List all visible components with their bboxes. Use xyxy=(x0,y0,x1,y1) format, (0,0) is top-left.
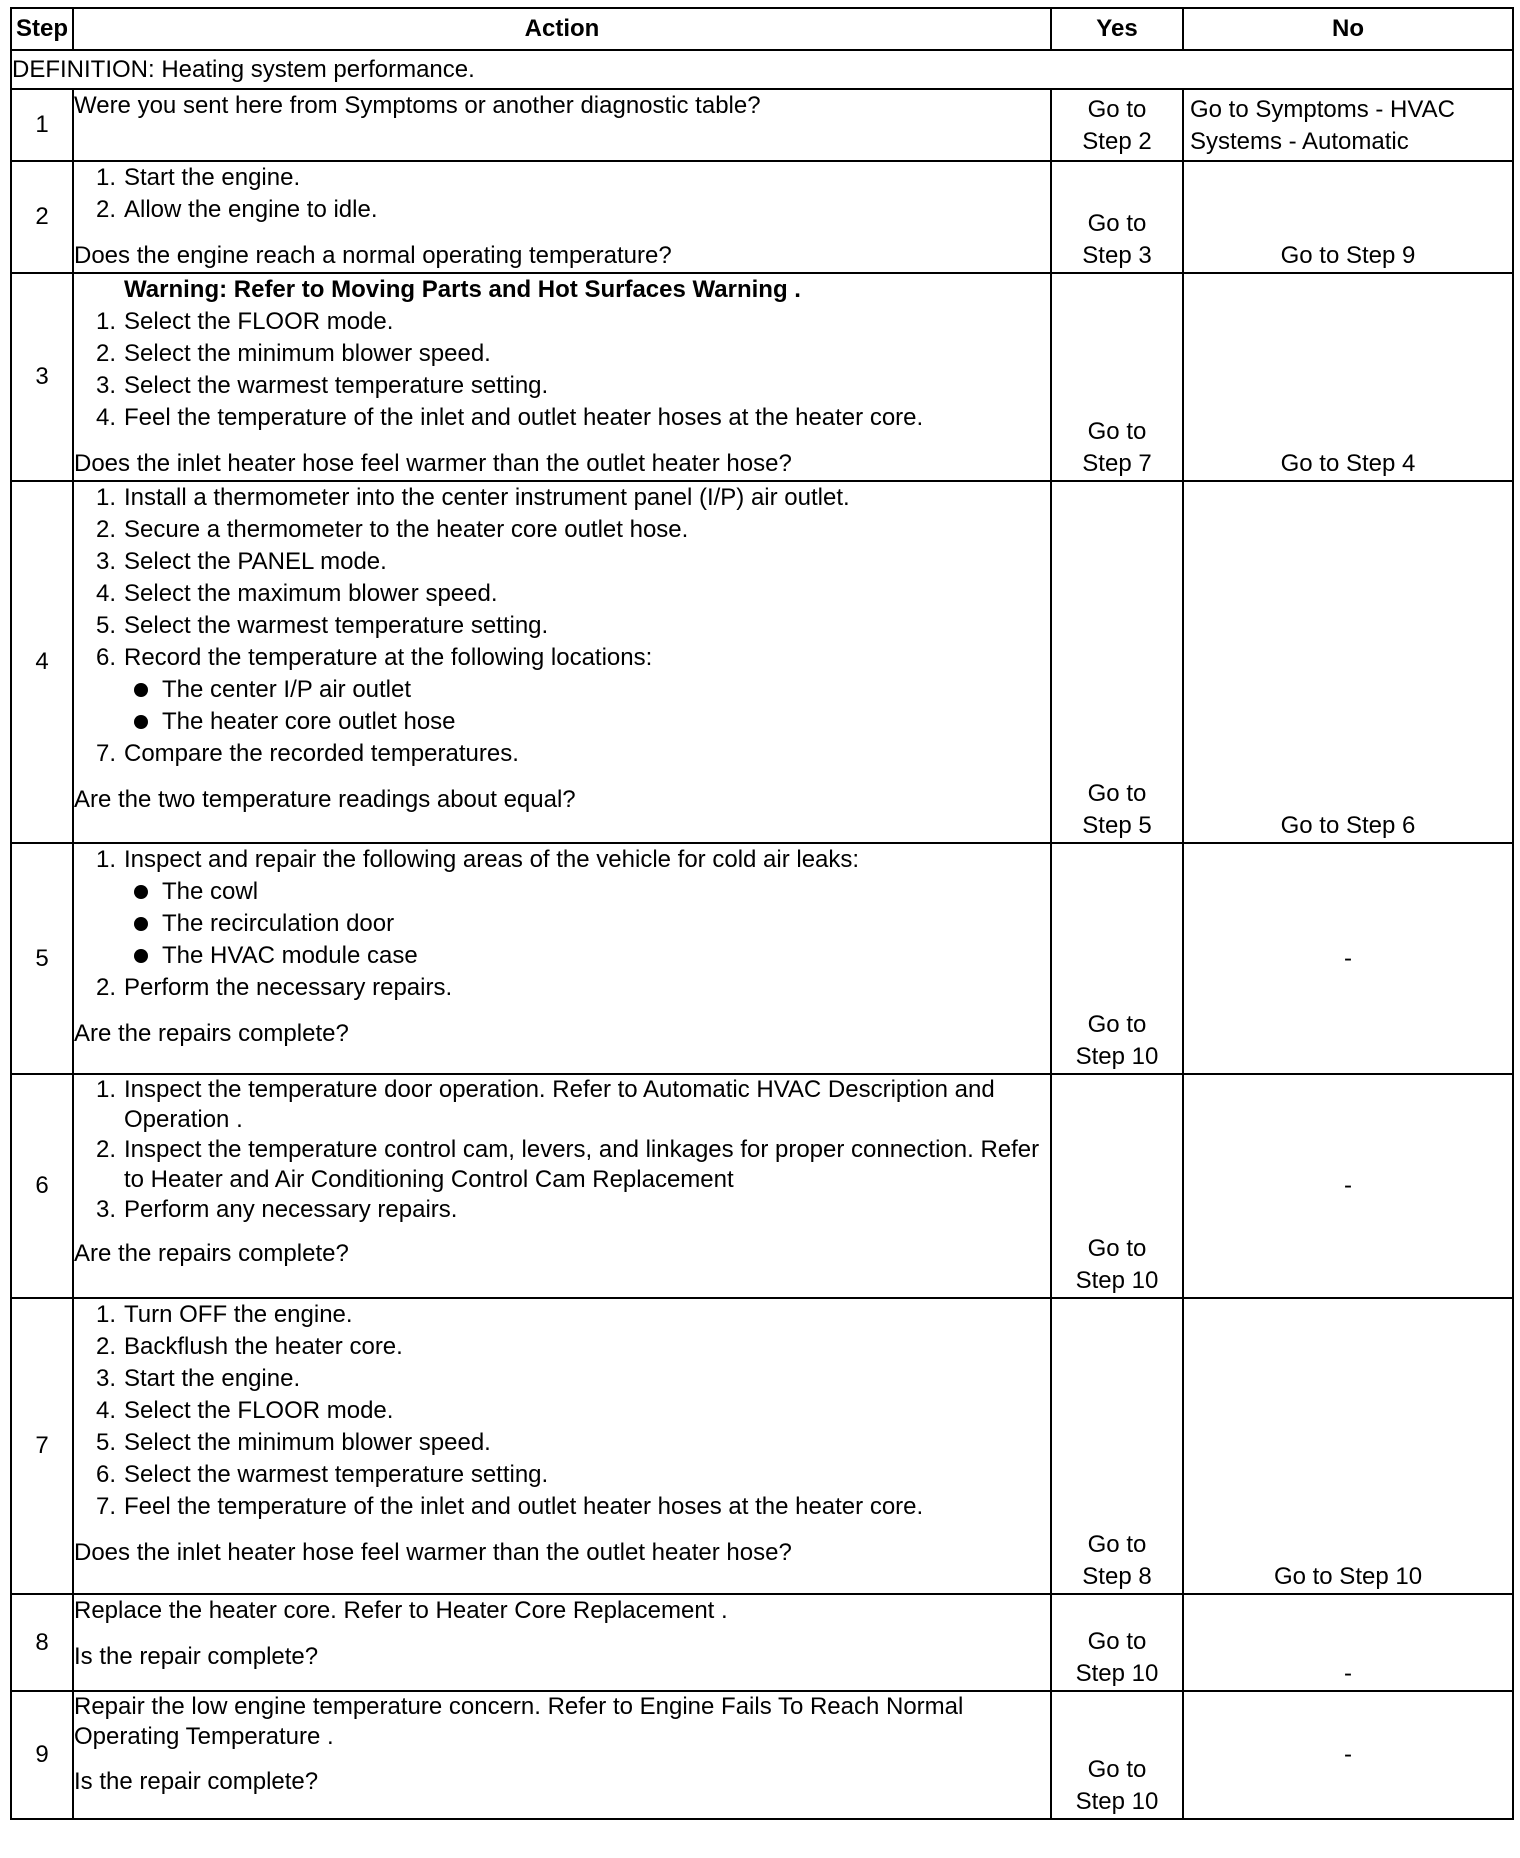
yes-cell xyxy=(1051,1298,1183,1594)
no-text: Go to Step 10 xyxy=(1273,1563,1423,1590)
no-cell xyxy=(1183,1594,1513,1691)
step-number: 4 xyxy=(11,481,73,843)
list-item: 4. Select the maximum blower speed. xyxy=(95,580,498,607)
step-list xyxy=(74,1299,1050,1523)
list-item: 3. Select the PANEL mode. xyxy=(95,548,387,575)
list-item: 5. Select the minimum blower speed. xyxy=(95,1429,491,1456)
list-item: 3. Start the engine. xyxy=(95,1365,301,1392)
step-list xyxy=(74,482,1050,674)
step-list xyxy=(74,1075,1050,1225)
list-item: 4. Feel the temperature of the inlet and outlet heater hoses at the heater core. xyxy=(95,404,924,431)
header-action: Action xyxy=(73,8,1051,50)
bullet-icon xyxy=(134,917,148,931)
step-number: 2 xyxy=(11,161,73,273)
no-text: - xyxy=(1344,1660,1352,1687)
table-row xyxy=(11,1298,1513,1594)
no-text: - xyxy=(1344,1741,1352,1768)
diagnostic-table xyxy=(10,7,1514,1820)
action-cell xyxy=(73,1074,1051,1298)
bullet-icon xyxy=(134,885,148,899)
yes-cell xyxy=(1051,1691,1183,1819)
yes-cell xyxy=(1051,1074,1183,1298)
yes-cell xyxy=(1051,481,1183,843)
bullet-item: The center I/P air outlet xyxy=(116,674,1050,706)
yes-cell xyxy=(1051,89,1183,161)
no-cell xyxy=(1183,1298,1513,1594)
bullet-item: The heater core outlet hose xyxy=(116,706,1050,738)
header-yes: Yes xyxy=(1051,8,1183,50)
action-cell xyxy=(73,89,1051,161)
bullet-item: The cowl xyxy=(116,876,1050,908)
list-item: 6. Select the warmest temperature setting. xyxy=(95,1461,549,1488)
no-text: Go to Symptoms - HVAC Systems - Automatic xyxy=(1190,96,1455,155)
yes-text: Go to Step 10 xyxy=(1075,1011,1159,1070)
step-number: 9 xyxy=(11,1691,73,1819)
action-cell xyxy=(73,481,1051,843)
step-number: 7 xyxy=(11,1298,73,1594)
list-item: 1. Start the engine. xyxy=(95,164,301,191)
question-text: Is the repair complete? xyxy=(74,1643,319,1670)
no-cell xyxy=(1183,481,1513,843)
list-item: 1. Turn OFF the engine. xyxy=(95,1301,353,1328)
action-cell xyxy=(73,161,1051,273)
yes-text: Go to Step 10 xyxy=(1075,1628,1159,1687)
question-text: Are the repairs complete? xyxy=(74,1240,349,1267)
no-text: - xyxy=(1344,1172,1352,1199)
bullet-item: The recirculation door xyxy=(116,908,1050,940)
yes-text: Go to Step 5 xyxy=(1082,780,1152,839)
no-text: - xyxy=(1344,944,1352,972)
list-item: 1. Install a thermometer into the center instrument panel (I/P) air outlet. xyxy=(95,484,850,511)
table-row xyxy=(11,481,1513,843)
no-text: Go to Step 9 xyxy=(1280,242,1416,269)
header-no: No xyxy=(1183,8,1513,50)
list-item: 2. Select the minimum blower speed. xyxy=(95,340,491,367)
table-row xyxy=(11,273,1513,481)
question-text: Is the repair complete? xyxy=(74,1768,319,1795)
list-item: 5. Select the warmest temperature setting. xyxy=(95,612,549,639)
step-number: 3 xyxy=(11,273,73,481)
yes-text: Go to Step 10 xyxy=(1075,1235,1159,1294)
action-cell xyxy=(73,843,1051,1074)
yes-text: Go to Step 2 xyxy=(1082,96,1152,155)
step-list xyxy=(74,972,1050,1004)
list-item: 3. Perform any necessary repairs. xyxy=(95,1196,458,1223)
action-cell xyxy=(73,1298,1051,1594)
bullet-icon xyxy=(134,715,148,729)
list-item: 2. Perform the necessary repairs. xyxy=(95,974,453,1001)
no-cell xyxy=(1183,89,1513,161)
no-cell xyxy=(1183,843,1513,1074)
no-cell xyxy=(1183,161,1513,273)
warning-text: Warning: Refer to Moving Parts and Hot Surfaces Warning . xyxy=(124,276,801,303)
no-cell xyxy=(1183,273,1513,481)
question-text: Are the repairs complete? xyxy=(74,1020,349,1047)
list-item: 7. Feel the temperature of the inlet and outlet heater hoses at the heater core. xyxy=(95,1493,924,1520)
yes-text: Go to Step 7 xyxy=(1082,418,1152,477)
definition-text: DEFINITION: Heating system performance. xyxy=(11,50,1513,89)
bullet-item: The HVAC module case xyxy=(116,940,1050,972)
action-text: Replace the heater core. Refer to Heater Core Replacement . xyxy=(74,1597,728,1624)
table-row xyxy=(11,843,1513,1074)
yes-cell xyxy=(1051,1594,1183,1691)
step-number: 8 xyxy=(11,1594,73,1691)
action-cell xyxy=(73,1691,1051,1819)
table-header-row xyxy=(11,8,1513,50)
no-text: Go to Step 4 xyxy=(1280,450,1416,477)
list-item: 3. Select the warmest temperature setting. xyxy=(95,372,549,399)
definition-row xyxy=(11,50,1513,89)
list-item: 1. Inspect the temperature door operation. Refer to Automatic HVAC Description and Operation . xyxy=(95,1076,995,1133)
yes-cell xyxy=(1051,161,1183,273)
step-list xyxy=(74,306,1050,434)
step-number: 1 xyxy=(11,89,73,161)
no-text: Go to Step 6 xyxy=(1280,812,1416,839)
step-list xyxy=(74,738,1050,770)
list-item: 6. Record the temperature at the following locations: xyxy=(95,644,653,671)
list-item: 2. Inspect the temperature control cam, levers, and linkages for proper connection. Refer to Heater and Air Conditioning Control Cam Replacement xyxy=(95,1136,1040,1193)
bullet-icon xyxy=(134,949,148,963)
step-list xyxy=(74,844,1050,876)
yes-cell xyxy=(1051,843,1183,1074)
question-text: Are the two temperature readings about equal? xyxy=(74,786,576,813)
bullet-list xyxy=(74,876,1050,972)
yes-cell xyxy=(1051,273,1183,481)
bullet-icon xyxy=(134,683,148,697)
action-text: Repair the low engine temperature concern. Refer to Engine Fails To Reach Normal Operating Temperature . xyxy=(74,1693,964,1750)
list-item: 1. Inspect and repair the following areas of the vehicle for cold air leaks: xyxy=(95,846,860,873)
action-cell xyxy=(73,1594,1051,1691)
header-step: Step xyxy=(11,8,73,50)
question-text: Does the inlet heater hose feel warmer than the outlet heater hose? xyxy=(74,1539,792,1566)
step-number: 5 xyxy=(11,843,73,1074)
table-row xyxy=(11,1691,1513,1819)
table-row xyxy=(11,161,1513,273)
step-list xyxy=(74,162,1050,226)
list-item: 2. Allow the engine to idle. xyxy=(95,196,378,223)
list-item: 2. Backflush the heater core. xyxy=(95,1333,403,1360)
no-cell xyxy=(1183,1691,1513,1819)
yes-text: Go to Step 10 xyxy=(1075,1756,1159,1815)
no-cell xyxy=(1183,1074,1513,1298)
question-text: Does the engine reach a normal operating temperature? xyxy=(74,242,672,269)
table-row xyxy=(11,89,1513,161)
step-number: 6 xyxy=(11,1074,73,1298)
question-text: Were you sent here from Symptoms or another diagnostic table? xyxy=(74,92,761,119)
table-row xyxy=(11,1074,1513,1298)
bullet-list xyxy=(74,674,1050,738)
list-item: 7. Compare the recorded temperatures. xyxy=(95,740,519,767)
list-item: 2. Secure a thermometer to the heater core outlet hose. xyxy=(95,516,689,543)
list-item: 1. Select the FLOOR mode. xyxy=(95,308,394,335)
yes-text: Go to Step 8 xyxy=(1082,1531,1152,1590)
list-item: 4. Select the FLOOR mode. xyxy=(95,1397,394,1424)
question-text: Does the inlet heater hose feel warmer than the outlet heater hose? xyxy=(74,450,792,477)
table-row xyxy=(11,1594,1513,1691)
yes-text: Go to Step 3 xyxy=(1082,210,1152,269)
action-cell xyxy=(73,273,1051,481)
